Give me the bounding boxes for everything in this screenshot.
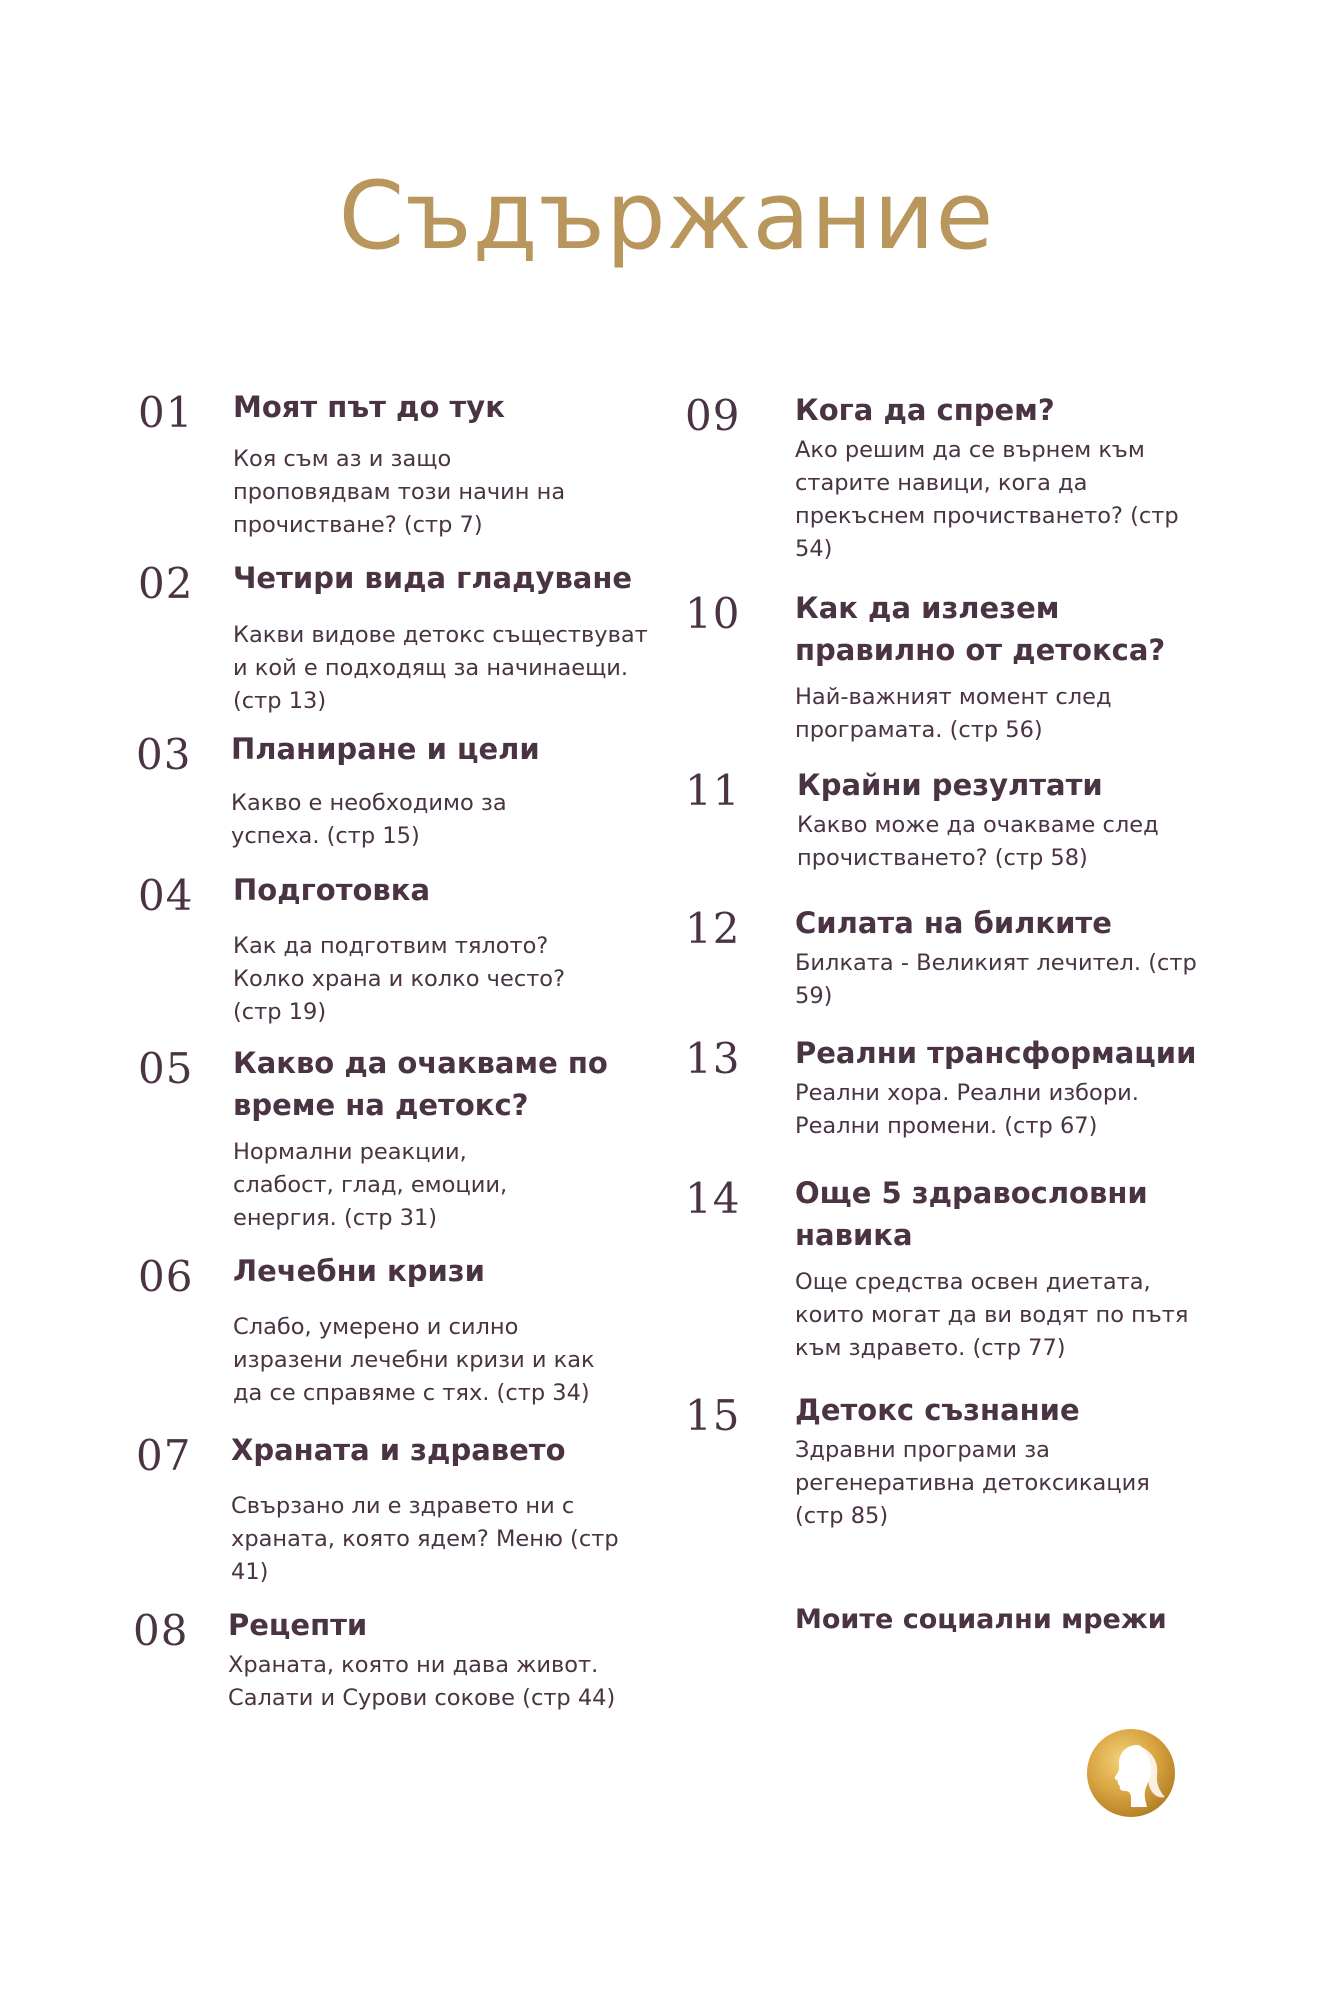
- chapter-number: 09: [685, 391, 741, 440]
- chapter-number: 14: [685, 1174, 741, 1223]
- chapter-title[interactable]: Силата на билките: [795, 906, 1112, 940]
- page-title: Съдържание: [338, 162, 995, 271]
- chapter-number: 06: [138, 1252, 194, 1301]
- chapter-description: Най-важният момент след програмата. (стр 56): [795, 684, 1112, 743]
- chapter-number: 01: [138, 388, 194, 437]
- chapter-description: Здравни програми за регенеративна детоксикация (стр 85): [795, 1437, 1150, 1529]
- chapter-number: 15: [685, 1391, 741, 1440]
- chapter-title[interactable]: Лечебни кризи: [233, 1254, 485, 1288]
- chapter-number: 05: [138, 1044, 194, 1093]
- chapter-description: Свързано ли е здравето ни с храната, която ядем? Меню (стр 41): [231, 1493, 619, 1585]
- chapter-number: 12: [685, 904, 741, 953]
- chapter-title[interactable]: Реални трансформации: [795, 1036, 1197, 1070]
- chapter-number: 03: [136, 730, 192, 779]
- social-networks-link[interactable]: Моите социални мрежи: [795, 1604, 1167, 1635]
- chapter-description: Как да подготвим тялото? Колко храна и колко често? (стр 19): [233, 933, 566, 1025]
- chapter-number: 13: [685, 1034, 741, 1083]
- chapter-description: Коя съм аз и защо проповядвам този начин на прочистване? (стр 7): [233, 446, 566, 538]
- chapter-number: 04: [138, 871, 194, 920]
- chapter-number: 02: [138, 559, 194, 608]
- chapter-title[interactable]: Детокс съзнание: [795, 1393, 1080, 1427]
- chapter-description: Билката - Великият лечител. (стр 59): [795, 950, 1197, 1009]
- chapter-number: 11: [685, 766, 741, 815]
- brand-logo-icon: [1085, 1727, 1177, 1819]
- chapter-title[interactable]: Планиране и цели: [231, 732, 540, 766]
- chapter-description: Какви видове детокс съществуват и кой е подходящ за начинаещи. (стр 13): [233, 622, 648, 714]
- chapter-description: Храната, която ни дава живот. Салати и Сурови сокове (стр 44): [228, 1652, 616, 1711]
- chapter-description: Нормални реакции, слабост, глад, емоции, енергия. (стр 31): [233, 1139, 508, 1231]
- chapter-description: Ако решим да се върнем към старите навици, кога да прекъснем прочистването? (стр 54): [795, 437, 1179, 562]
- chapter-title[interactable]: Кога да спрем?: [795, 393, 1055, 427]
- chapter-title[interactable]: Рецепти: [228, 1608, 368, 1642]
- chapter-title[interactable]: Как да излезем правилно от детокса?: [795, 591, 1166, 667]
- chapter-title[interactable]: Какво да очакваме по време на детокс?: [233, 1046, 608, 1122]
- chapter-title[interactable]: Крайни резултати: [797, 768, 1103, 802]
- chapter-description: Още средства освен диетата, които могат да ви водят по пътя към здравето. (стр 77): [795, 1269, 1189, 1361]
- chapter-title[interactable]: Подготовка: [233, 873, 431, 907]
- chapter-number: 10: [685, 589, 741, 638]
- chapter-number: 08: [133, 1606, 189, 1655]
- chapter-description: Какво е необходимо за успеха. (стр 15): [231, 790, 507, 849]
- chapter-description: Реални хора. Реални избори. Реални промени. (стр 67): [795, 1080, 1139, 1139]
- chapter-title[interactable]: Четири вида гладуване: [233, 561, 633, 595]
- chapter-number: 07: [136, 1431, 192, 1480]
- chapter-description: Слабо, умерено и силно изразени лечебни кризи и как да се справяме с тях. (стр 34): [233, 1314, 595, 1406]
- chapter-title[interactable]: Моят път до тук: [233, 390, 505, 424]
- chapter-description: Какво може да очакваме след прочистването? (стр 58): [797, 812, 1159, 871]
- chapter-title[interactable]: Храната и здравето: [231, 1433, 566, 1467]
- chapter-title[interactable]: Още 5 здравословни навика: [795, 1176, 1148, 1252]
